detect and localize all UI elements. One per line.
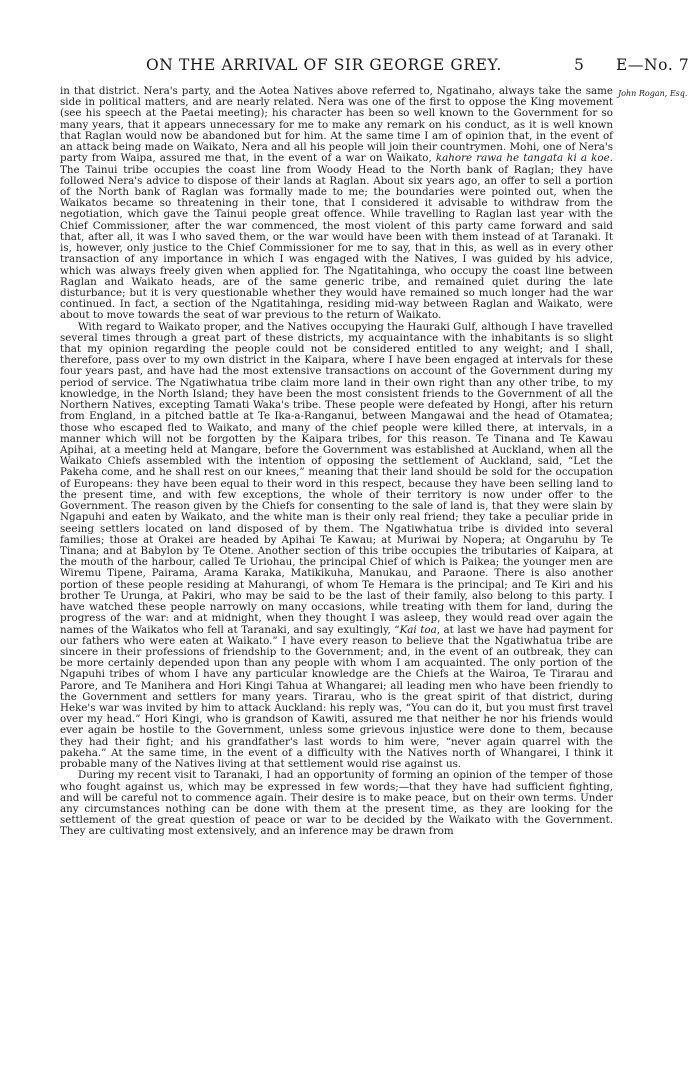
text-run: . The Tainui tribe occupies the coast line from Woody Head to the North bank of Raglan; they have followed Nera's advice to dispose of their lands at Raglan. About six years ago, an offer to sell a portion of the North bank of Raglan was formally made to me; the boundaries were pointed out, when the Waikatos became so threatening in their tone, that I considered it advisable to withdraw from the negotiation, which gave the Tainui people great offence. While travelling to Raglan last year with the Chief Commissioner, after the war commenced, the most violent of this party came forward and said that, after all, it was I who saved them, or the war would have been with them instead of at Taranaki. It is, however, only justice to the Chief Commissioner for me to say, that in this, as well as in every other transaction of any importance in which I was engaged with the Natives, I was guided by his advice, which was always freely given when applied for. The Ngatitahinga, who occupy the coast line between Raglan and Waikato heads, are of the same generic tribe, and remained quiet during the late disturbance; but it is very questionable whether they would have remained so much longer had the war continued. In fact, a section of the Ngatitahinga, residing mid-way between Raglan and Waikato, were about to move towards the seat of war previous to the return of Waikato. bbox=[60, 152, 613, 322]
paragraph-2 bbox=[60, 322, 613, 771]
text-run: With regard to Waikato proper, and the Natives occupying the Hauraki Gulf, although I have travelled several times through a great part of these districts, my acquaintance with the inhabitants is so slight that my opinion regarding the people could not be considered entitled to any weight; and I shall, therefore, pass over to my own district in the Kaipara, where I have been engaged at intervals for these four years past, and have had the most extensive transactions on account of the Government during my period of service. The Ngatiwhatua tribe claim more land in their own right than any other tribe, to my knowledge, in the North Island; they have been the most consistent friends to the Government of all the Northern Natives, excepting Tamati Waka's tribe. These people were defeated by Hongi, after his return from England, in a pitched battle at Te Ika-a-Ranganui, between Mangawai and the head of Otamatea; those who escaped fled to Waikato, and many of the chief people were killed there, at intervals, in a manner which will not be forgotten by the Kaipara tribes, for this reason. Te Tinana and Te Kawau Apihai, at a meeting held at Mangare, before the Government was established at Auckland, when all the Waikato Chiefs assembled with the intention of opposing the settlement of Auckland, said, “Let the Pakeha come, and he shall rest on our knees,” meaning that their land should be sold for the occupation of Europeans: they have been equal to their word in this respect, because they have been selling land to the present time, and with few exceptions, the whole of their territory is now under offer to the Government. The reason given by the Chiefs for consenting to the sale of land is, that they were slain by Ngapuhi and eaten by Waikato, and the white man is their only real friend; they take a peculiar pride in seeing settlers located on land disposed of by them. The Ngatiwhatua tribe is divided into several families; those at Orakei are headed by Apihai Te Kawau; at Muriwai by Nopera; at Ongaruhu by Te Tinana; and at Babylon by Te Otene. Another section of this tribe occupies the tributaries of Kaipara, at the mouth of the harbour, called Te Uriohau, the principal Chief of which is Paikea; the younger men are Wiremu Tipene, Pairama, Arama Karaka, Matikikuha, Manukau, and Paraone. There is also another portion of these people residing at Mahurangi, of whom Te Hemara is the principal; and Te Kiri and his brother Te Urunga, at Pakiri, who may be said to be the last of their family, also belong to this party. I have watched these people narrowly on many occasions, while treating with them for land, during the progress of the war: and at midnight, when they thought I was asleep, they would read over again the names of the Waikatos who fell at Taranaki, and say exultingly, “ bbox=[60, 320, 613, 636]
body-text bbox=[60, 86, 613, 838]
paragraph-3 bbox=[60, 770, 613, 837]
document-reference: E—No. 7 bbox=[616, 56, 690, 74]
text-run: During my recent visit to Taranaki, I had an opportunity of forming an opinion of the temper of those who fought against us, which may be expressed in few words;—that they have had sufficient fighting, and will be careful not to commence again. Their desire is to make peace, but on their own terms. Under any circumstances nothing can be done with them at the present time, as they are looking for the settlement of the great question of peace or war to be decided by the Waikato with the Government. They are cultivating most extensively, and an inference may be drawn from bbox=[60, 769, 613, 838]
italic-phrase: kahore rawa he tangata ki a koe bbox=[435, 152, 610, 165]
text-run: , at last we have had payment for our fathers who were eaten at Waikato.” I have every reason to believe that the Ngatiwhatua tribe are sincere in their professions of friendship to the Government; and, in the event of an outbreak, they can be more certainly depended upon than any people with whom I am acquainted. The only portion of the Ngapuhi tribes of whom I have any particular knowledge are the Chiefs at the Wairoa, Te Tirarau and Parore, and Te Manihera and Hori Kingi Tahua at Whangarei; all leading men who have been friendly to the Government and settlers for many years. Tirarau, who is the great spirit of that district, during Heke's war was invited by him to attack Auckland: his reply was, “You can do it, but you must first travel over my head.” Hori Kingi, who is grandson of Kawiti, assured me that neither he nor his friends would ever again be hostile to the Government, unless some grievous injustice were done to them, because they had their fight; and his grandfather's last words to him were, “never again quarrel with the pakeha.” At the same time, in the event of a difficulty with the Natives north of Whangarei, I think it probable many of the Natives living at that settlement would rise against us. bbox=[60, 623, 614, 771]
page-header bbox=[70, 56, 690, 80]
italic-phrase: Kai toa bbox=[399, 623, 437, 636]
page-number: 5 bbox=[574, 56, 585, 74]
page-title: ON THE ARRIVAL OF SIR GEORGE GREY. bbox=[146, 56, 502, 74]
text-run: in that district. Nera's party, and the Aotea Natives above referred to, Ngatinaho, always take the same side in political matters, and are nearly related. Nera was one of the first to oppose the King movement (see his speech at the Paetai meeting); his character has been so well known to the Government for so many years, that it appears unnecessary for me to make any remark on his conduct, as it is well known that Raglan would now be abandoned but for him. At the same time I am of opinion that, in the event of an attack being made on Waikato, Nera and all his people will join their countrymen. Mohi, one of Nera's party from Waipa, assured me that, in the event of a war on Waikato, bbox=[60, 85, 613, 165]
paragraph-1 bbox=[60, 86, 613, 322]
margin-note-author: John Rogan, Esq. bbox=[618, 89, 688, 98]
